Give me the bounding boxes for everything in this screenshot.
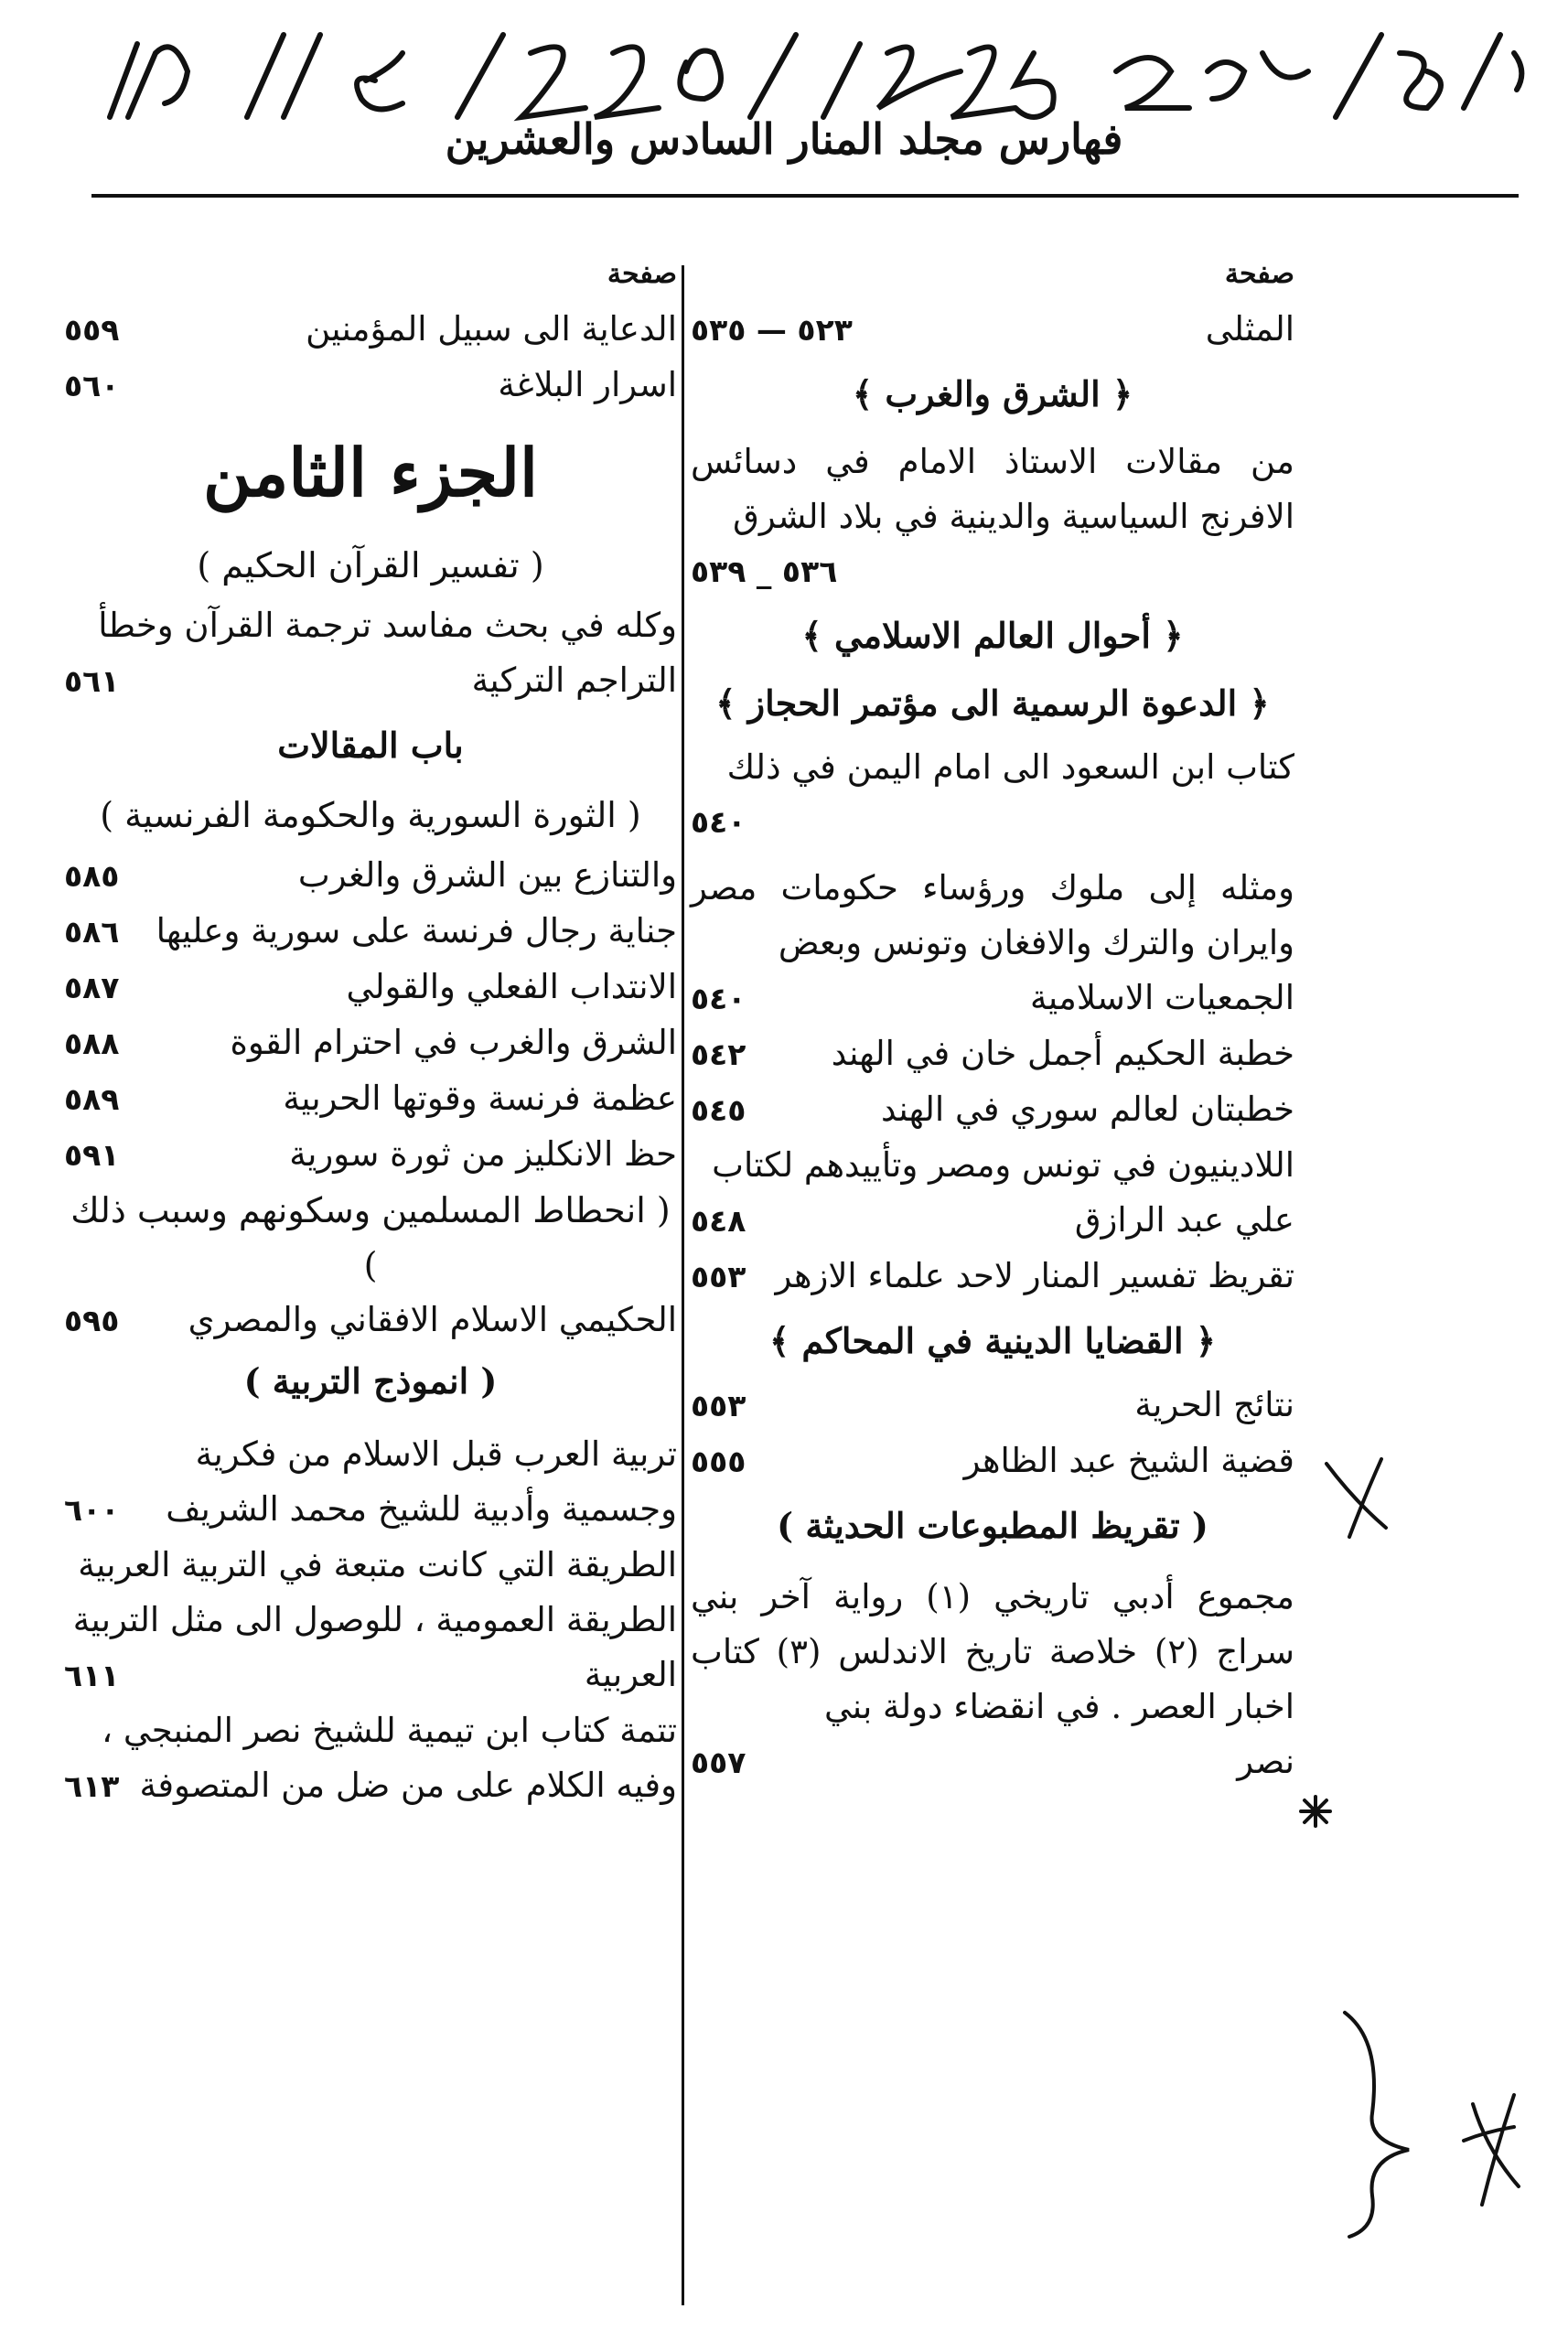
index-entry — [64, 960, 677, 1015]
entry-text: الحكيمي الاسلام الافقاني والمصري — [188, 1300, 677, 1339]
entry-paragraph: من مقالات الاستاذ الامام في دسائس الافرنج السياسية والدينية في بلاد الشرق — [691, 442, 1294, 536]
entry-text: خطبة الحكيم أجمل خان في الهند — [831, 1034, 1294, 1073]
right-column — [691, 247, 1294, 1790]
index-entry — [691, 1193, 1294, 1249]
entry-page: ٦١١ — [64, 1658, 120, 1693]
title-rule — [91, 194, 1519, 198]
section-heading: ﴿ الدعوة الرسمية الى مؤتمر الحجاز ﴾ — [715, 682, 1270, 724]
section-heading: ( انحطاط المسلمين وسكونهم وسبب ذلك ) — [70, 1190, 671, 1285]
entry-paragraph: تتمة كتاب ابن تيمية للشيخ نصر المنبجي ، — [102, 1711, 677, 1750]
index-entry — [691, 1734, 1294, 1790]
entry-page: ٦١٣ — [64, 1768, 120, 1804]
part-heading: الجزء الثامن — [202, 434, 539, 511]
entry-text: نتائج الحرية — [1134, 1385, 1294, 1424]
section-heading: ( الثورة السورية والحكومة الفرنسية ) — [100, 795, 641, 835]
column-separator — [682, 265, 684, 2305]
entry-page: ٥٥٧ — [691, 1745, 746, 1780]
page-column-header: صفحة — [607, 258, 677, 290]
index-entry — [64, 1293, 677, 1348]
entry-page: ٥٤٨ — [691, 1203, 746, 1239]
section-heading: ( تفسير القرآن الحكيم ) — [197, 545, 544, 585]
entry-text: الشرق والغرب في احترام القوة — [230, 1023, 677, 1062]
index-entry — [64, 904, 677, 960]
entry-text: الانتداب الفعلي والقولي — [346, 967, 677, 1006]
entry-page: ٥٨٩ — [64, 1081, 120, 1117]
entry-text: الدعاية الى سبيل المؤمنين — [306, 309, 677, 349]
entry-text: وفيه الكلام على من ضل من المتصوفة — [139, 1766, 677, 1805]
entry-text: حظ الانكليز من ثورة سورية — [289, 1134, 677, 1174]
entry-page: ٥٦١ — [64, 663, 120, 699]
section-heading: باب المقالات — [277, 725, 464, 766]
index-entry — [64, 1127, 677, 1183]
section-heading: ( تقريظ المطبوعات الحديثة ) — [777, 1505, 1208, 1546]
index-entry — [64, 302, 677, 358]
entry-page: ٥٥٣ — [691, 1388, 746, 1423]
entry-page: ٥٥٥ — [691, 1444, 746, 1479]
entry-page: ٥٢٣ — ٥٣٥ — [691, 312, 853, 348]
entry-paragraph: مجموع أدبي تاريخي (١) رواية آخر بني سراج (٢) خلاصة تاريخ الاندلس (٣) كتاب اخبار العصر . في انقضاء دولة بني — [691, 1577, 1294, 1726]
index-entry — [64, 653, 677, 709]
entry-page: ٥٨٥ — [64, 858, 120, 894]
entry-text: وجسمية وأدبية للشيخ محمد الشريف — [166, 1489, 677, 1529]
index-entry — [691, 1026, 1294, 1082]
entry-paragraph: اللادينيون في تونس ومصر وتأييدهم لكتاب — [712, 1145, 1294, 1185]
entry-page: ٥٤٥ — [691, 1092, 746, 1128]
index-entry — [691, 1378, 1294, 1434]
index-entry — [691, 302, 1294, 358]
entry-text: العربية — [584, 1655, 677, 1694]
entry-page: ٥٩١ — [64, 1137, 120, 1173]
margin-cross-mark — [1317, 1445, 1400, 1546]
margin-brace-mark — [1326, 2003, 1537, 2241]
entry-page: ٥٤٠ — [691, 804, 746, 840]
entry-page: ٥٣٦ _ ٥٣٩ — [691, 553, 838, 589]
entry-page: ٥٤٢ — [691, 1036, 746, 1072]
entry-page: ٥٨٨ — [64, 1026, 120, 1061]
index-entry — [64, 358, 677, 413]
index-entry — [691, 1082, 1294, 1138]
index-entry — [64, 1758, 677, 1814]
entry-page: ٥٨٧ — [64, 970, 120, 1005]
entry-text: قضية الشيخ عبد الظاهر — [963, 1441, 1294, 1480]
index-entry — [691, 971, 1294, 1026]
page-column-header: صفحة — [1224, 258, 1294, 290]
entry-text: جناية رجال فرنسة على سورية وعليها — [156, 911, 677, 950]
entry-text: والتنازع بين الشرق والغرب — [297, 855, 677, 895]
index-entry — [691, 1249, 1294, 1305]
entry-page: ٥٤٠ — [691, 981, 746, 1016]
entry-paragraph: كتاب ابن السعود الى امام اليمن في ذلك — [726, 747, 1294, 787]
entry-paragraph: تربية العرب قبل الاسلام من فكرية — [195, 1434, 677, 1474]
entry-text: تقريظ تفسير المنار لاحد علماء الازهر — [775, 1256, 1294, 1295]
left-column — [64, 247, 677, 1814]
entry-text: الجمعيات الاسلامية — [1030, 978, 1294, 1017]
section-heading: ﴿ أحوال العالم الاسلامي ﴾ — [801, 615, 1184, 656]
entry-page: ٥٥٣ — [691, 1259, 746, 1294]
entry-page: ٦٠٠ — [64, 1492, 120, 1528]
index-entry — [691, 1434, 1294, 1489]
entry-text: اسرار البلاغة — [498, 365, 677, 404]
index-entry — [64, 1071, 677, 1127]
section-heading: ﴿ الشرق والغرب ﴾ — [852, 373, 1133, 414]
entry-paragraph: ومثله إلى ملوك ورؤساء حكومات مصر وايران والترك والافغان وتونس وبعض — [691, 868, 1294, 962]
entry-page: ٥٥٩ — [64, 312, 120, 348]
index-entry — [64, 848, 677, 904]
entry-text: التراجم التركية — [471, 660, 677, 700]
entry-text: عظمة فرنسة وقوتها الحربية — [283, 1079, 677, 1118]
section-heading: ﴿ القضايا الدينية في المحاكم ﴾ — [768, 1320, 1217, 1361]
entry-paragraph: الطريقة العمومية ، للوصول الى مثل التربية — [72, 1600, 677, 1639]
index-entry — [64, 1015, 677, 1071]
entry-text: نصر — [1237, 1742, 1294, 1781]
entry-text: المثلى — [1205, 309, 1294, 349]
index-entry — [64, 1648, 677, 1703]
margin-asterisk-mark — [1297, 1793, 1334, 1830]
section-heading: ( انموذج التربية ) — [243, 1360, 498, 1401]
index-entry — [64, 1482, 677, 1538]
entry-page: ٥٦٠ — [64, 368, 120, 403]
entry-paragraph: وكله في بحث مفاسد ترجمة القرآن وخطأ — [98, 606, 677, 645]
entry-page: ٥٨٦ — [64, 914, 120, 950]
entry-text: علي عبد الرازق — [1074, 1200, 1294, 1240]
entry-text: خطبتان لعالم سوري في الهند — [880, 1090, 1294, 1129]
entry-paragraph: الطريقة التي كانت متبعة في التربية العربية — [78, 1545, 677, 1584]
entry-page: ٥٩٥ — [64, 1303, 120, 1338]
page-title: فهارس مجلد المنار السادس والعشرين — [445, 114, 1123, 164]
